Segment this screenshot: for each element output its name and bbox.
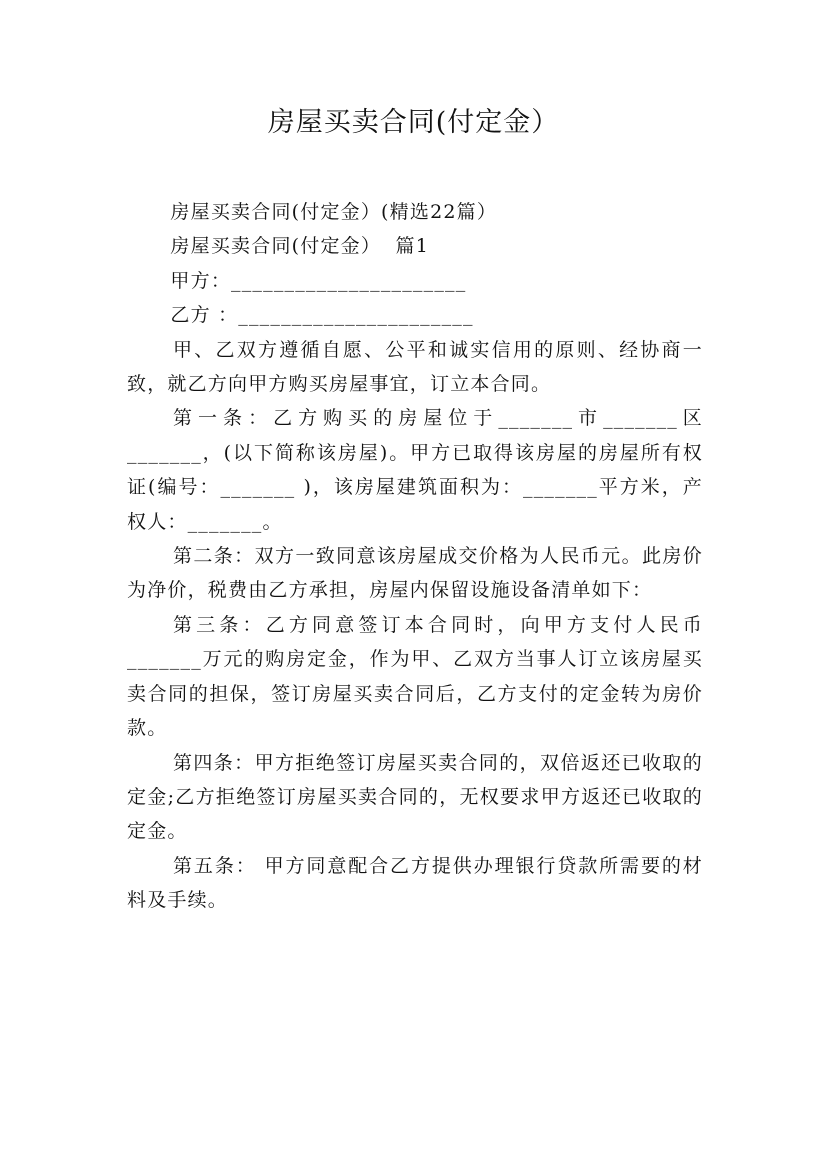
article-5-paragraph: 第五条： 甲方同意配合乙方提供办理银行贷款所需要的材料及手续。: [127, 854, 703, 912]
article-4-paragraph: 第四条：甲方拒绝签订房屋买卖合同的，双倍返还已收取的定金;乙方拒绝签订房屋买卖合同的，无权要求甲方返还已收取的定金。: [127, 751, 703, 843]
party-b-line: 乙方 ：______________________: [127, 304, 474, 327]
intro-paragraph: 甲、乙双方遵循自愿、公平和诚实信用的原则、经协商一致，就乙方向甲方购买房屋事宜，订立本合同。: [127, 338, 703, 396]
article-2-paragraph: 第二条：双方一致同意该房屋成交价格为人民币元。此房价为净价，税费由乙方承担，房屋内保留设施设备清单如下：: [127, 545, 703, 602]
article-1-paragraph: 第一条：乙方购买的房屋位于_______市_______区_______，(以下简称该房屋)。甲方已取得该房屋的房屋所有权证(编号：_______ )，该房屋建筑面积为：_______平方米，产权人：_______。: [127, 407, 703, 533]
party-a-line: 甲方：______________________: [127, 269, 467, 292]
document-body: [127, 195, 703, 918]
section-heading: 房屋买卖合同(付定金） 篇1: [127, 235, 430, 258]
document-title: 房屋买卖合同(付定金）: [267, 107, 560, 138]
article-3-paragraph: 第三条：乙方同意签订本合同时，向甲方支付人民币_______万元的购房定金，作为甲、乙双方当事人订立该房屋买卖合同的担保，签订房屋买卖合同后，乙方支付的定金转为房价款。: [127, 613, 703, 740]
subtitle-line: 房屋买卖合同(付定金）(精选22篇）: [127, 201, 498, 223]
